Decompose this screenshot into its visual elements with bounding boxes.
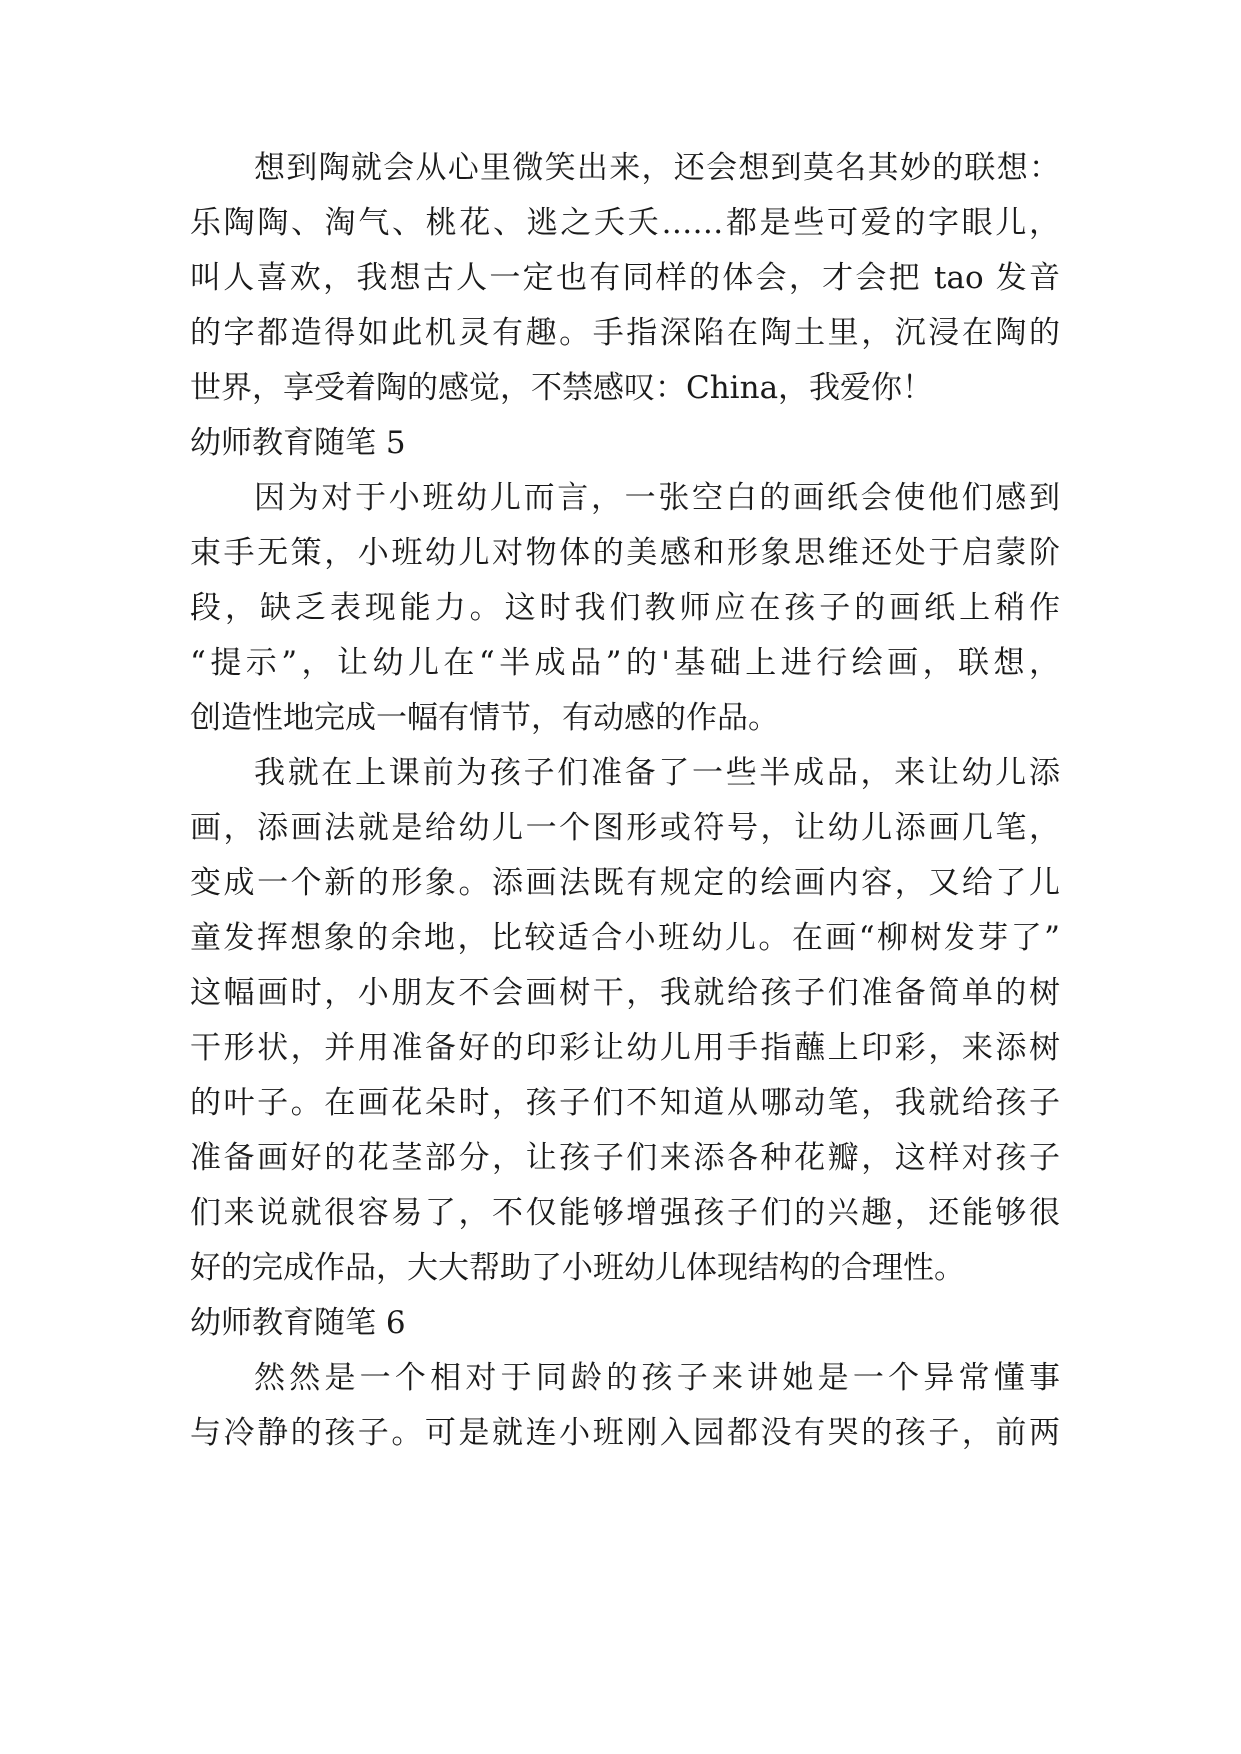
paragraph-line: “提示”，让幼儿在“半成品”的'基础上进行绘画，联想，	[190, 645, 1060, 681]
paragraph-line: 创造性地完成一幅有情节，有动感的作品。	[190, 700, 779, 736]
paragraph-line: 想到陶就会从心里微笑出来，还会想到莫名其妙的联想：	[254, 150, 1060, 186]
paragraph-line: 干形状，并用准备好的印彩让幼儿用手指蘸上印彩，来添树	[190, 1030, 1060, 1066]
paragraph-line: 因为对于小班幼儿而言，一张空白的画纸会使他们感到	[254, 480, 1060, 516]
paragraph-line: 画，添画法就是给幼儿一个图形或符号，让幼儿添画几笔，	[190, 810, 1060, 846]
paragraph-line: 然然是一个相对于同龄的孩子来讲她是一个异常懂事	[254, 1360, 1060, 1396]
paragraph-line: 段，缺乏表现能力。这时我们教师应在孩子的画纸上稍作	[190, 590, 1060, 626]
paragraph-line: 叫人喜欢，我想古人一定也有同样的体会，才会把 tao 发音	[190, 260, 1060, 296]
paragraph-line: 的字都造得如此机灵有趣。手指深陷在陶土里，沉浸在陶的	[190, 315, 1060, 351]
paragraph-line: 束手无策，小班幼儿对物体的美感和形象思维还处于启蒙阶	[190, 535, 1060, 571]
paragraph-line: 变成一个新的形象。添画法既有规定的绘画内容，又给了儿	[190, 865, 1060, 901]
paragraph-line: 世界，享受着陶的感觉，不禁感叹：China，我爱你！	[190, 370, 934, 406]
paragraph-line: 这幅画时，小朋友不会画树干，我就给孩子们准备简单的树	[190, 975, 1060, 1011]
section-heading: 幼师教育随笔 6	[190, 1305, 406, 1341]
paragraph-line: 童发挥想象的余地，比较适合小班幼儿。在画“柳树发芽了”	[190, 920, 1060, 956]
paragraph-line: 乐陶陶、淘气、桃花、逃之夭夭……都是些可爱的字眼儿，	[190, 205, 1060, 241]
section-heading: 幼师教育随笔 5	[190, 425, 406, 461]
paragraph-line: 准备画好的花茎部分，让孩子们来添各种花瓣，这样对孩子	[190, 1140, 1060, 1176]
paragraph-line: 与冷静的孩子。可是就连小班刚入园都没有哭的孩子，前两	[190, 1415, 1060, 1451]
paragraph-line: 好的完成作品，大大帮助了小班幼儿体现结构的合理性。	[190, 1250, 965, 1286]
paragraph-line: 我就在上课前为孩子们准备了一些半成品，来让幼儿添	[254, 755, 1060, 791]
paragraph-line: 们来说就很容易了，不仅能够增强孩子们的兴趣，还能够很	[190, 1195, 1060, 1231]
paragraph-line: 的叶子。在画花朵时，孩子们不知道从哪动笔，我就给孩子	[190, 1085, 1060, 1121]
